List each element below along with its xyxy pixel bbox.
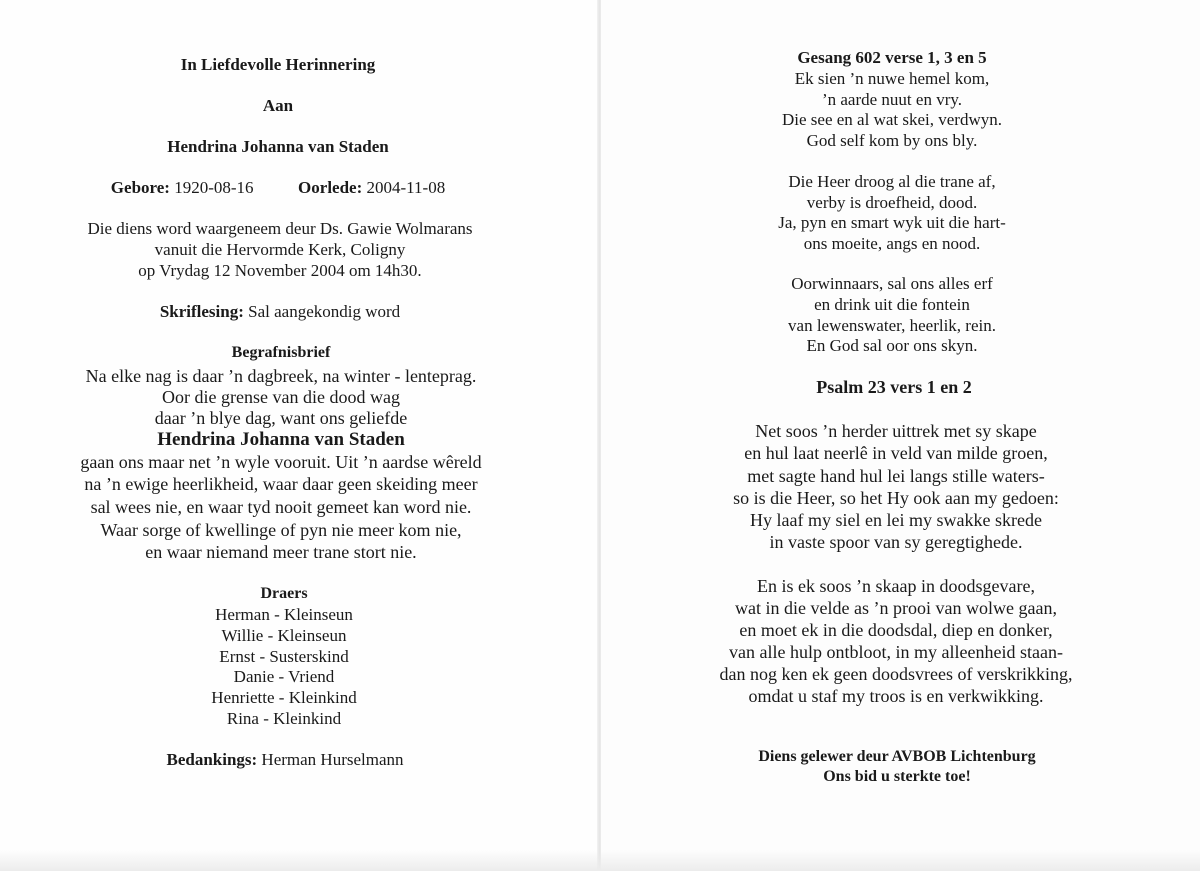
letter-line: sal wees nie, en waar tyd nooit gemeet kan word nie. [90, 497, 472, 517]
hymn-line: en drink uit die fontein [814, 295, 970, 314]
letter-line: Na elke nag is daar ’n dagbreek, na winter - lenteprag. [85, 366, 477, 386]
dates-row [111, 179, 445, 196]
letter-line: gaan ons maar net ’n wyle vooruit. Uit ’n aardse wêreld [80, 452, 482, 472]
bearer-item: Rina - Kleinkind [226, 709, 342, 728]
letter-line: na ’n ewige heerlikheid, waar daar geen skeiding meer [84, 474, 478, 494]
hymn-line: Oorwinnaars, sal ons alles erf [791, 274, 993, 293]
psalm-line: Net soos ’n herder uittrek met sy skape [755, 421, 1037, 441]
psalm-line: En is ek soos ’n skaap in doodsgevare, [757, 576, 1035, 596]
bearer-item: Danie - Vriend [233, 667, 335, 686]
born-label: Gebore: [110, 178, 170, 197]
scripture-value: Sal aangekondig word [248, 302, 401, 321]
died-value: 2004-11-08 [366, 178, 446, 197]
psalm-line: omdat u staf my troos is en verkwikking. [748, 686, 1044, 706]
hymn-line: Ek sien ’n nuwe hemel kom, [794, 69, 990, 88]
hymn-line: Die see en al wat skei, verdwyn. [782, 110, 1002, 129]
psalm-line: met sagte hand hul lei langs stille waters- [747, 466, 1045, 486]
psalm-line: en moet ek in die doodsdal, diep en donker, [739, 620, 1053, 640]
memorial-heading: In Liefdevolle Herinnering [180, 55, 376, 74]
psalm-line: wat in die velde as ’n prooi van wolwe gaan, [735, 598, 1057, 618]
hymn-line: van lewenswater, heerlik, rein. [788, 316, 996, 335]
hymn-line: God self kom by ons bly. [806, 131, 978, 150]
bearer-item: Henriette - Kleinkind [211, 688, 357, 707]
letter-line: Waar sorge of kwellinge of pyn nie meer kom nie, [100, 520, 462, 540]
psalm-line: Hy laaf my siel en lei my swakke skrede [750, 510, 1042, 530]
bearers-title: Draers [260, 585, 308, 602]
deceased-name: Hendrina Johanna van Staden [167, 137, 389, 156]
psalm-line: in vaste spoor van sy geregtighede. [769, 532, 1023, 552]
to-label: Aan [262, 96, 294, 115]
bottom-shade [0, 850, 1200, 871]
thanks-row [166, 751, 403, 768]
born-value: 1920-08-16 [174, 178, 254, 197]
scripture-label: Skriflesing: [159, 302, 244, 321]
service-line: op Vrydag 12 November 2004 om 14h30. [138, 261, 422, 280]
hymn-line: Die Heer droog al die trane af, [788, 172, 996, 191]
left-page [0, 0, 598, 871]
footer-line: Diens gelewer deur AVBOB Lichtenburg [758, 748, 1036, 765]
died-label: Oorlede: [298, 178, 363, 197]
thanks-label: Bedankings: [166, 750, 258, 769]
psalm-title: Psalm 23 vers 1 en 2 [816, 377, 972, 397]
hymn-line: verby is droefheid, dood. [806, 193, 978, 212]
bearer-item: Willie - Kleinseun [221, 626, 347, 645]
service-line: Die diens word waargeneem deur Ds. Gawie Wolmarans [87, 219, 473, 238]
hymn-title: Gesang 602 verse 1, 3 en 5 [797, 48, 987, 67]
psalm-line: so is die Heer, so het Hy ook aan my gedoen: [733, 488, 1059, 508]
hymn-line: ’n aarde nuut en vry. [821, 90, 963, 109]
right-page [601, 0, 1200, 871]
hymn-line: ons moeite, angs en nood. [803, 234, 981, 253]
service-line: vanuit die Hervormde Kerk, Coligny [154, 240, 406, 259]
letter-name-line: Hendrina Johanna van Staden [157, 429, 405, 450]
bearer-item: Herman - Kleinseun [215, 605, 353, 624]
psalm-line: en hul laat neerlê in veld van milde groen, [744, 443, 1048, 463]
hymn-line: En God sal oor ons skyn. [806, 336, 978, 355]
hymn-line: Ja, pyn en smart wyk uit die hart- [778, 213, 1006, 232]
letter-line: daar ’n blye dag, want ons geliefde [154, 408, 408, 428]
footer-line: Ons bid u sterkte toe! [823, 768, 971, 785]
bearer-item: Ernst - Susterskind [219, 647, 349, 666]
letter-line: Oor die grense van die dood wag [162, 387, 400, 407]
letter-title: Begrafnisbrief [231, 344, 331, 361]
psalm-line: van alle hulp ontbloot, in my alleenheid staan- [729, 642, 1063, 662]
letter-line: en waar niemand meer trane stort nie. [145, 542, 417, 562]
psalm-line: dan nog ken ek geen doodsvrees of verskrikking, [719, 664, 1073, 684]
thanks-value: Herman Hurselmann [261, 750, 404, 769]
scripture-row [160, 303, 400, 320]
